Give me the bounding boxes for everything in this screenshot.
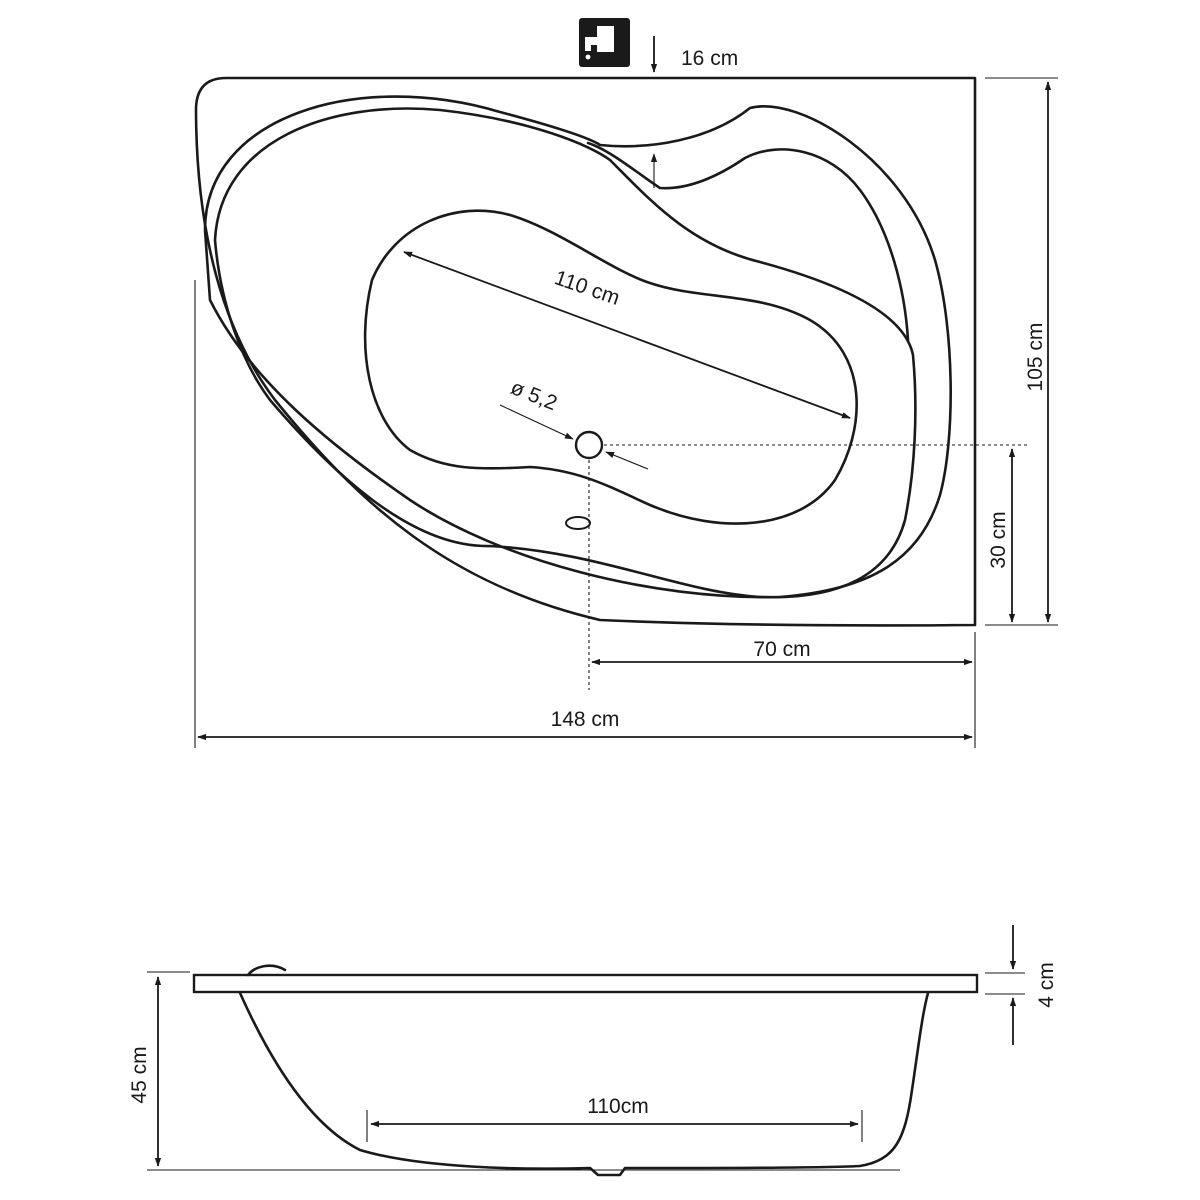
inner-length-label: 110 cm bbox=[551, 266, 623, 310]
bottom-length-label: 110cm bbox=[587, 1095, 649, 1118]
rim-label: 4 cm bbox=[1035, 962, 1058, 1008]
inner-length-dimension bbox=[404, 252, 850, 418]
tub-headrest-contour bbox=[588, 143, 908, 340]
height-label: 105 cm bbox=[1024, 322, 1047, 392]
overflow-icon bbox=[566, 517, 590, 529]
drain-offset-label: 30 cm bbox=[987, 511, 1010, 569]
drain-side-label: 70 cm bbox=[753, 638, 811, 661]
faucet-icon bbox=[579, 18, 630, 67]
tub-inner-basin bbox=[365, 211, 857, 524]
side-rim bbox=[194, 975, 977, 992]
side-view bbox=[128, 925, 1058, 1175]
tub-outer-rim bbox=[196, 78, 975, 625]
faucet-depth-label: 16 cm bbox=[681, 47, 739, 70]
side-tub-body bbox=[240, 993, 928, 1175]
top-view bbox=[195, 18, 1058, 748]
side-headrest bbox=[248, 966, 285, 975]
depth-label: 45 cm bbox=[128, 1046, 151, 1104]
width-label: 148 cm bbox=[550, 708, 620, 731]
drain-diameter-label: ø 5,2 bbox=[507, 375, 561, 416]
drain-icon bbox=[576, 432, 602, 458]
drain-arrow-right bbox=[606, 452, 648, 469]
drain-arrow-left bbox=[500, 405, 573, 439]
